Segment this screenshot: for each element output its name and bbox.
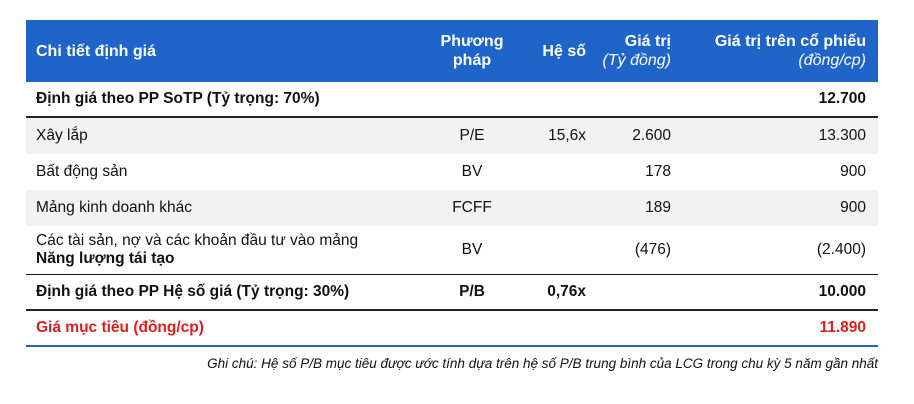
row-label: Mảng kinh doanh khác xyxy=(36,198,192,216)
header-method xyxy=(416,20,528,82)
row-coef: 0,76x xyxy=(547,283,586,300)
row-price: (2.400) xyxy=(816,240,866,258)
table-row-kinh-doanh-khac xyxy=(26,190,878,226)
row-price: 11.890 xyxy=(819,318,866,336)
row-value: 2.600 xyxy=(632,126,671,144)
header-value-line2: (Tỷ đồng) xyxy=(602,52,671,69)
row-price: 900 xyxy=(840,162,866,180)
table-bottom-border xyxy=(26,345,878,347)
row-method: BV xyxy=(461,162,483,180)
table-header xyxy=(26,20,878,82)
row-label: Xây lắp xyxy=(36,126,88,144)
row-label: Định giá theo PP SoTP (Tỷ trọng: 70%) xyxy=(36,90,320,107)
row-value: (476) xyxy=(634,240,671,258)
row-coef: 15,6x xyxy=(548,126,586,144)
header-method-line1: Phương xyxy=(440,33,504,50)
row-price: 12.700 xyxy=(818,90,866,107)
row-method: P/B xyxy=(459,283,485,300)
row-label: Bất động sản xyxy=(36,162,128,180)
table-row-pb xyxy=(26,275,878,309)
valuation-table xyxy=(26,20,878,347)
row-method: P/E xyxy=(459,126,485,144)
row-price: 10.000 xyxy=(818,283,866,300)
header-price xyxy=(676,20,866,82)
header-price-line2: (đồng/cp) xyxy=(798,52,866,69)
header-value-line1: Giá trị xyxy=(624,33,671,50)
header-value xyxy=(596,20,671,82)
table-row-bat-dong-san xyxy=(26,154,878,190)
table-row-target-price xyxy=(26,311,878,345)
table-row-nang-luong xyxy=(26,226,878,274)
row-value: 178 xyxy=(645,162,671,180)
row-value: 189 xyxy=(645,198,671,216)
row-label: Các tài sản, nợ và các khoản đầu tư vào mảng xyxy=(36,231,359,249)
row-label: Giá mục tiêu (đồng/cp) xyxy=(36,318,204,336)
table-row-sotp xyxy=(26,82,878,116)
table-row-xay-lap xyxy=(26,118,878,154)
header-price-line1: Giá trị trên cổ phiếu xyxy=(714,33,866,50)
header-coef: Hệ số xyxy=(542,42,586,60)
row-price: 900 xyxy=(840,198,866,216)
footnote: Ghi chú: Hệ số P/B mục tiêu được ước tính dựa trên hệ số P/B trung bình của LCG trong chu kỳ 5 năm gần nhất xyxy=(207,356,878,371)
row-method: FCFF xyxy=(452,198,492,216)
row-price: 13.300 xyxy=(818,126,866,144)
row-label-bold: Năng lượng tái tạo xyxy=(36,249,175,267)
header-method-line2: pháp xyxy=(452,52,492,69)
row-label-block xyxy=(36,226,358,274)
header-detail: Chi tiết định giá xyxy=(36,42,156,60)
row-label: Định giá theo PP Hệ số giá (Tỷ trọng: 30%) xyxy=(36,283,350,300)
row-method: BV xyxy=(461,240,483,258)
